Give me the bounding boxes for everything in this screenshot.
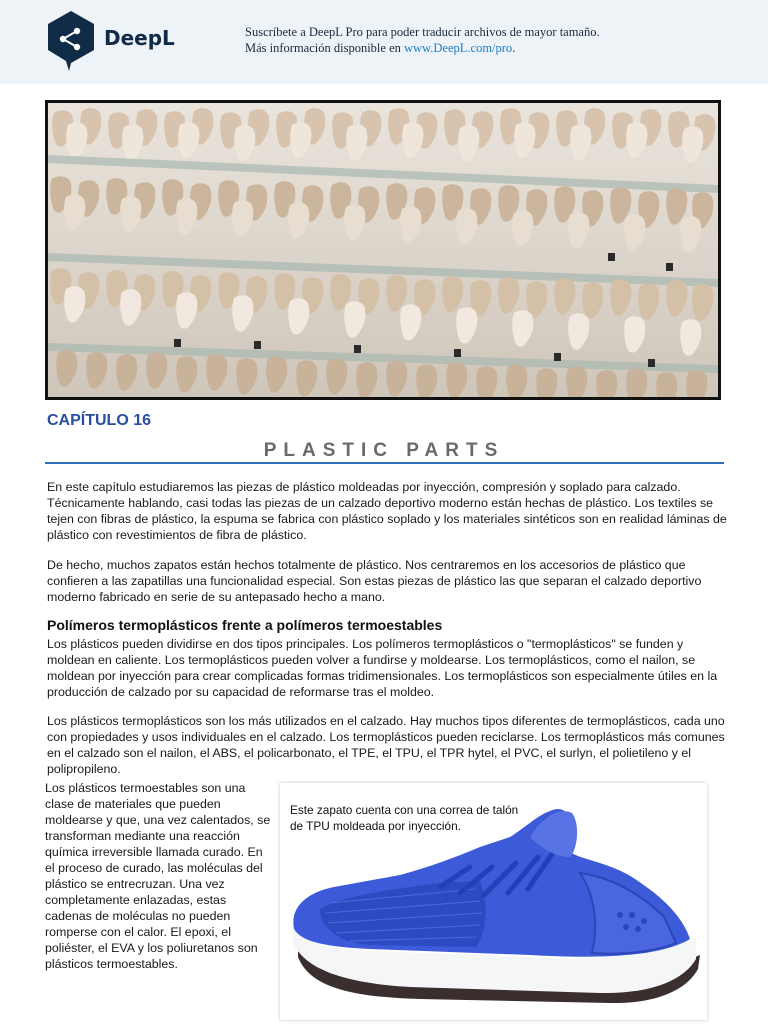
paragraph-thermosets: Los plásticos termoestables son una clase de materiales que pueden moldearse y que, una vez calentados, se transforman mediante una reacción química irreversible llamada curado. En el proceso de curado, las moléculas del plástico se entrecruzan. Una vez completamente enlazadas, estas cadenas de moléculas no pueden romperse con el calor. El epoxi, el poliéster, el EVA y los poliuretanos son plásticos termoestables. bbox=[45, 781, 271, 971]
deepl-banner bbox=[0, 0, 768, 84]
promo-line-2-prefix: Más información disponible en bbox=[245, 41, 404, 55]
deepl-brand-name: DeepL bbox=[104, 26, 175, 50]
shoe-lasts-photo bbox=[45, 100, 721, 400]
promo-line-1: Suscríbete a DeepL Pro para poder traducir archivos de mayor tamaño. bbox=[245, 25, 600, 39]
paragraph-intro: En este capítulo estudiaremos las piezas de plástico moldeadas por inyección, compresión y soplado para calzado. Técnicamente hablando, casi todas las piezas de un calzado deportivo moderno están hechas de plástico. Los textiles se tejen con fibras de plástico, la espuma se fabrica con plástico soplado y los materiales sintéticos son en realidad láminas de plástico con revestimientos de fibra de plástico. bbox=[47, 480, 727, 542]
chapter-title: PLASTIC PARTS bbox=[263, 440, 505, 461]
promo-line-2-suffix: . bbox=[512, 41, 516, 55]
promo-text bbox=[245, 24, 600, 56]
paragraph-plastic-types: Los plásticos pueden dividirse en dos tipos principales. Los polímeros termoplásticos o "termoplásticos" se funden y moldean en caliente. Los termoplásticos pueden volver a fundirse y moldearse. Los termoplásticos, como el nailon, se moldean por inyección para crear complicadas formas tridimensionales. Los termoplásticos son especialmente útiles en la producción de calzado por su capacidad de reformarse tras el moldeo. bbox=[47, 637, 718, 699]
title-divider bbox=[45, 462, 724, 464]
paragraph-plastic-shoes: De hecho, muchos zapatos están hechos totalmente de plástico. Nos centraremos en los accesorios de plástico que confieren a las zapatillas una funcionalidad especial. Son estas piezas de plástico las que separan el calzado deportivo moderno fabricado en serie de su antepasado hecho a mano. bbox=[47, 558, 702, 604]
shoe-figure bbox=[280, 783, 707, 1020]
figure-caption: Este zapato cuenta con una correa de talón de TPU moldeada por inyección. bbox=[290, 803, 519, 833]
shoe-lasts-illustration bbox=[48, 103, 718, 397]
chapter-label: CAPÍTULO 16 bbox=[47, 412, 152, 429]
deepl-pro-link[interactable]: www.DeepL.com/pro bbox=[404, 41, 513, 55]
section-heading: Polímeros termoplásticos frente a polímeros termoestables bbox=[47, 617, 443, 633]
deepl-logo-icon bbox=[46, 10, 96, 72]
paragraph-thermoplastics: Los plásticos termoplásticos son los más utilizados en el calzado. Hay muchos tipos diferentes de termoplásticos, cada uno con propiedades y usos individuales en el calzado. Los termoplásticos pueden reciclarse. Los termoplásticos más comunes en el calzado son el nailon, el ABS, el policarbonato, el TPE, el TPU, el TPR hytel, el PVC, el surlyn, el polietileno y el polipropileno. bbox=[47, 714, 725, 776]
promo-line-2 bbox=[245, 40, 600, 56]
